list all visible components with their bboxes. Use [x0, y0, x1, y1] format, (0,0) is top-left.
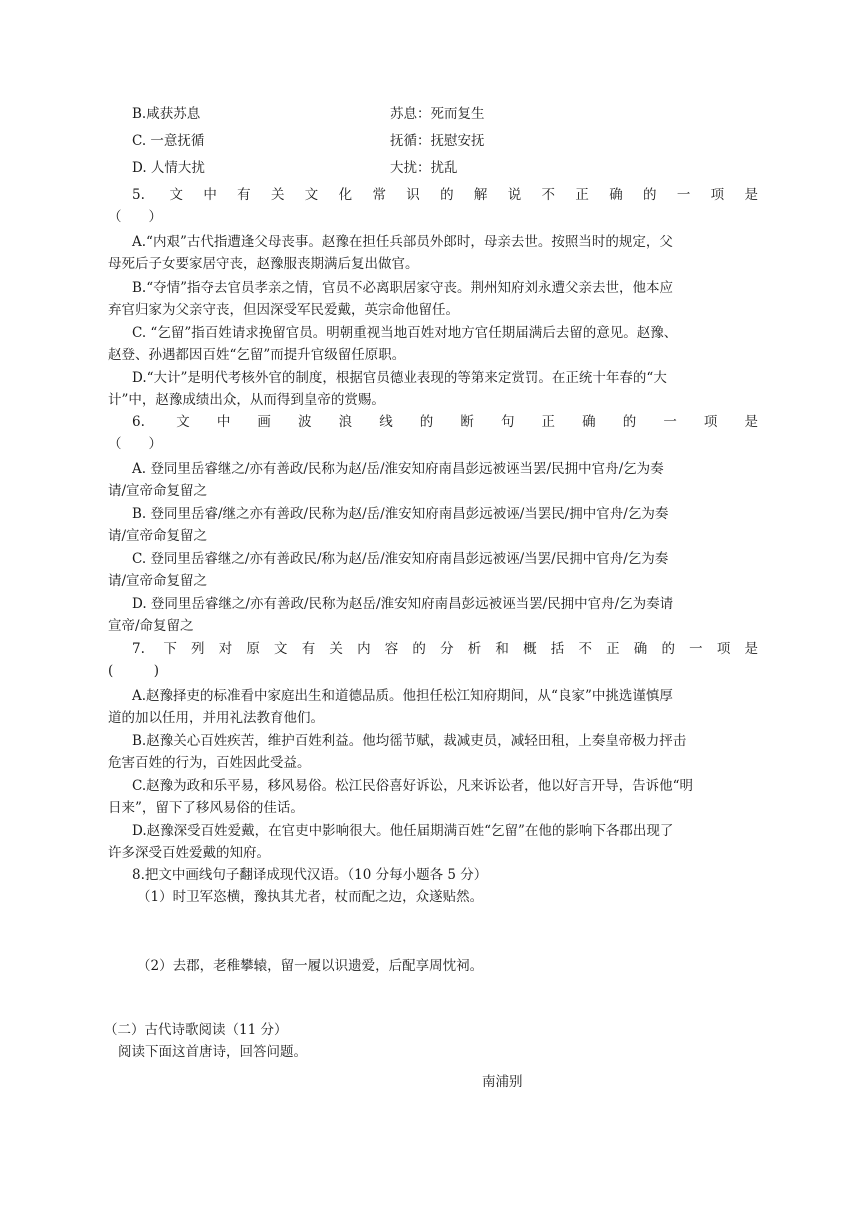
- q5-option-b-line1: B.“夺情”指夺去官员孝亲之情，官员不必离职居家守丧。荆州知府刘永遭父亲去世，他本应: [132, 280, 674, 296]
- q7-option-c-line1: C.赵豫为政和乐平易，移风易俗。松江民俗喜好诉讼，凡来诉讼者，他以好言开导，告诉他“明: [132, 778, 694, 794]
- q7-option-b-line2: 危害百姓的行为，百姓因此受益。: [108, 755, 311, 771]
- q5-option-d-line2: 计”中，赵豫成绩出众，从而得到皇帝的赏赐。: [108, 392, 385, 408]
- q5-option-c-line1: C. “乞留”指百姓请求挽留官员。明朝重视当地百姓对地方官任期届满后去留的意见。赵豫、: [132, 325, 678, 341]
- q7-option-a-line2: 道的加以任用，并用礼法教育他们。: [108, 710, 324, 726]
- q4-option-c-gloss: 抚循：抚慰安抚: [390, 133, 485, 149]
- q8-sentence-1: （1）时卫军恣横，豫执其尤者，杖而配之边，众遂贴然。: [137, 889, 484, 905]
- q6-answer-paren: （ ）: [108, 436, 162, 452]
- q7-option-b-line1: B.赵豫关心百姓疾苦，维护百姓利益。他均徭节赋，裁减吏员，减轻田租，上奏皇帝极力抨击: [132, 733, 687, 749]
- section-instruction: 阅读下面这首唐诗，回答问题。: [118, 1044, 307, 1060]
- q6-stem: 6. 文中画波浪线的断句正确的一项是: [132, 414, 758, 430]
- q7-option-a-line1: A.赵豫择吏的标准看中家庭出生和道德品质。他担任松江知府期间，从“良家”中挑选谨慎厚: [132, 688, 673, 704]
- poem-title: 南浦别: [482, 1074, 523, 1090]
- section-heading: （二）古代诗歌阅读（11 分）: [104, 1022, 288, 1038]
- q4-option-d: D. 人情大扰: [132, 160, 205, 176]
- q7-option-d-line2: 许多深受百姓爱戴的知府。: [108, 845, 270, 861]
- q4-option-d-gloss: 大扰：扰乱: [390, 160, 458, 176]
- q8-stem: 8.把文中画线句子翻译成现代汉语。（10 分每小题各 5 分）: [132, 867, 488, 883]
- q5-stem: 5. 文中有关文化常识的解说不正确的一项是: [132, 187, 758, 203]
- q6-option-a-line1: A. 登同里岳睿继之/亦有善政/民称为赵/岳/淮安知府南昌彭远被诬当罢/民拥中官舟/乞为奏: [132, 461, 664, 477]
- q7-answer-paren: ( ): [108, 663, 160, 679]
- q5-option-d-line1: D.“大计”是明代考核外官的制度，根据官员德业表现的等第来定赏罚。在正统十年春的“大: [132, 370, 667, 386]
- q6-option-c-line1: C. 登同里岳睿继之/亦有善政民/称为赵/岳/淮安知府南昌彭远被诬/当罢/民拥中官舟/乞为奏: [132, 551, 669, 567]
- q5-option-c-line2: 赵登、孙遇都因百姓“乞留”而提升官级留任原职。: [108, 347, 406, 363]
- q6-option-a-line2: 请/宣帝命复留之: [108, 483, 208, 499]
- q7-stem: 7. 下列对原文有关内容的分析和概括不正确的一项是: [132, 641, 758, 657]
- q5-option-a-line1: A.“内艰”古代指遭逢父母丧事。赵豫在担任兵部员外郎时，母亲去世。按照当时的规定，父: [132, 234, 673, 250]
- q8-sentence-2: （2）去郡，老稚攀辕，留一履以识遗爱，后配享周忱祠。: [137, 958, 484, 974]
- q6-option-b-line1: B. 登同里岳睿/继之亦有善政/民称为赵/岳/淮安知府南昌彭远被诬/当罢民/拥中官舟/乞为奏: [132, 506, 669, 522]
- q5-option-a-line2: 母死后子女要家居守丧，赵豫服丧期满后复出做官。: [108, 256, 419, 272]
- q5-answer-paren: （ ）: [108, 209, 162, 225]
- q6-option-d-line2: 宣帝/命复留之: [108, 618, 194, 634]
- q6-option-c-line2: 请/宣帝命复留之: [108, 573, 208, 589]
- q7-option-c-line2: 日来”，留下了移风易俗的佳话。: [108, 800, 304, 816]
- q4-option-b: B.咸获苏息: [132, 106, 201, 122]
- q4-option-c: C. 一意抚循: [132, 133, 205, 149]
- q6-option-d-line1: D. 登同里岳睿继之/亦有善政/民称为赵岳/淮安知府南昌彭远被诬当罢/民拥中官舟/乞为奏请: [132, 596, 674, 612]
- q6-option-b-line2: 请/宣帝命复留之: [108, 528, 208, 544]
- q4-option-b-gloss: 苏息：死而复生: [390, 106, 485, 122]
- q5-option-b-line2: 弃官归家为父亲守丧，但因深受军民爱戴，英宗命他留任。: [108, 302, 459, 318]
- q7-option-d-line1: D.赵豫深受百姓爱戴，在官吏中影响很大。他任届期满百姓“乞留”在他的影响下各郡出现了: [132, 823, 674, 839]
